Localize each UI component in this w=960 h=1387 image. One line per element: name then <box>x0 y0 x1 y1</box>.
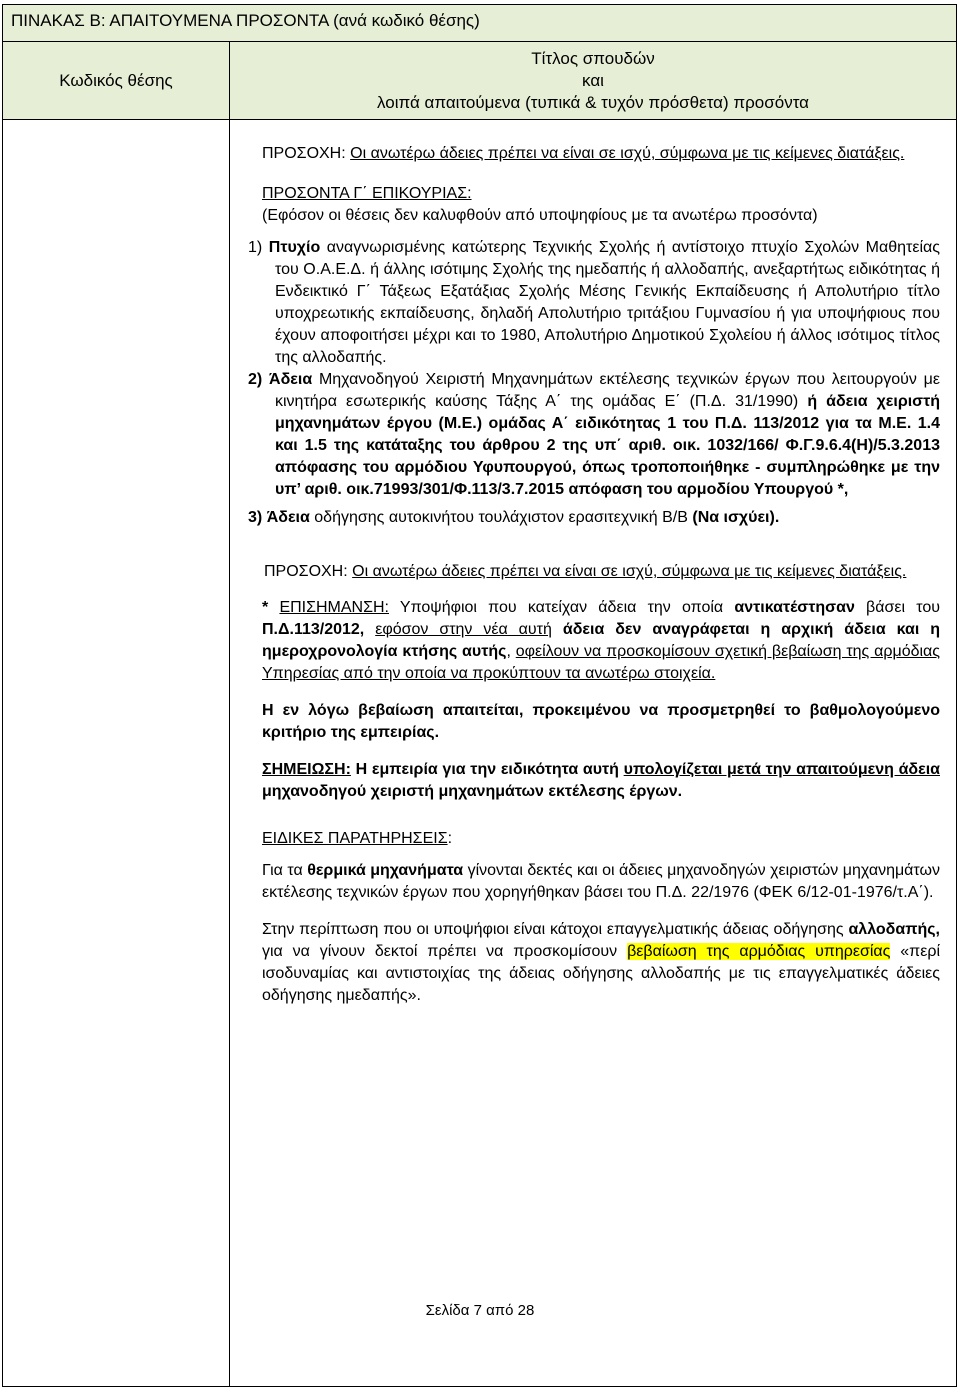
highlighted-text: βεβαίωση της αρμόδιας υπηρεσίας <box>627 943 891 960</box>
special-remark-2: Στην περίπτωση που οι υποψήφιοι είναι κάτοχοι επαγγελματικής άδειας οδήγησης αλλοδαπής, για να γίνουν δεκτοί πρέπει να προσκομίσουν βεβαίωση της αρμόδιας υπηρεσίας «περί ισοδυναμίας και αντιστοιχίας της άδειας οδήγησης αλλοδαπής με τις επαγγελματικές άδειες οδήγησης ημεδαπής». <box>262 921 941 1004</box>
auxiliary-note: (Εφόσον οι θέσεις δεν καλυφθούν από υποψηφίους με τα ανωτέρω προσόντα) <box>262 207 818 224</box>
qualification-list <box>230 237 940 529</box>
requirements-table <box>2 4 957 1387</box>
list-item: 2) Άδεια Μηχανοδηγού Χειριστή Μηχανημάτων εκτέλεσης τεχνικών έργων που λειτουργούν με κινητήρα εσωτερικής καύσης Τάξης Α΄ της ομάδας Ε΄ (Π.Δ. 31/1990) ή άδεια χειριστή μηχανημάτων έργου (Μ.Ε.) ομάδας Α΄ ειδικότητας 1 του Π.Δ. 113/2012 για τα Μ.Ε. 1.4 και 1.5 της κατάταξης του άρθρου 2 της υπ΄ αριθ. οικ. 1032/166/ Φ.Γ.9.6.4(Η)/5.3.2013 απόφασης του αρμόδιου Υφυπουργού, όπως τροποποιήθηκε - συμπληρώθηκε με την υπ’ αριθ. οικ.71993/301/Φ.113/3.7.2015 απόφαση του αρμοδίου Υπουργού *, <box>248 371 941 498</box>
certification-paragraph: Η εν λόγω βεβαίωση απαιτείται, προκειμένου να προσμετρηθεί το βαθμολογούμενο κριτήριο της εμπειρίας. <box>262 702 940 741</box>
qualifications-header: Τίτλος σπουδών και λοιπά απαιτούμενα (τυπικά & τυχόν πρόσθετα) προσόντα <box>230 42 957 120</box>
notice-paragraph: * ΕΠΙΣΗΜΑΝΣΗ: Υποψήφιοι που κατείχαν άδεια την οποία αντικατέστησαν βάσει του Π.Δ.113/2012, εφόσον στην νέα αυτή άδεια δεν αναγράφεται η αρχική άδεια και η ημεροχρονολογία κτήσης αυτής, οφείλουν να προσκομίσουν σχετική βεβαίωση της αρμόδιας Υπηρεσίας από την οποία να προκύπτουν τα ανωτέρω στοιχεία. <box>262 599 941 682</box>
position-code-cell <box>3 120 230 1387</box>
list-item: 3) Άδεια οδήγησης αυτοκινήτου τουλάχιστον ερασιτεχνική Β/Β (Να ισχύει). <box>248 509 780 526</box>
qualifications-cell <box>230 120 957 1387</box>
page-footer: Σελίδα 7 από 28 <box>425 1302 535 1319</box>
remark-paragraph: ΣΗΜΕΙΩΣΗ: Η εμπειρία για την ειδικότητα αυτή υπολογίζεται μετά την απαιτούμενη άδεια μηχανοδηγού χειριστή μηχανημάτων εκτέλεσης έργων. <box>262 761 940 800</box>
special-remark-1: Για τα θερμικά μηχανήματα γίνονται δεκτές και οι άδειες μηχανοδηγών χειριστών μηχανημάτων εκτέλεσης τεχνικών έργων που χορηγήθηκαν βάσει του Π.Δ. 22/1976 (ΦΕΚ 6/12-01-1976/τ.Α΄). <box>262 862 941 901</box>
special-remarks-heading: ΕΙΔΙΚΕΣ ΠΑΡΑΤΗΡΗΣΕΙΣ: <box>262 830 453 847</box>
attention-note: ΠΡΟΣΟΧΗ: Οι ανωτέρω άδειες πρέπει να είναι σε ισχύ, σύμφωνα με τις κείμενες διατάξεις. <box>262 145 905 162</box>
position-code-header: Κωδικός θέσης <box>3 42 230 120</box>
auxiliary-heading: ΠΡΟΣΟΝΤΑ Γ΄ ΕΠΙΚΟΥΡΙΑΣ: <box>262 185 472 202</box>
table-title: ΠΙΝΑΚΑΣ Β: ΑΠΑΙΤΟΥΜΕΝΑ ΠΡΟΣΟΝΤΑ (ανά κωδικό θέσης) <box>3 5 957 42</box>
list-item: 1) Πτυχίο αναγνωρισμένης κατώτερης Τεχνικής Σχολής ή αντίστοιχο πτυχίο Σχολών Μαθητείας του Ο.Α.Ε.Δ. ή άλλης ισότιμης Σχολής της ημεδαπής ή αλλοδαπής, ανεξαρτήτως ειδικότητας ή Ενδεικτικό Γ΄ Τάξεως Εξατάξιας Σχολής Μέσης Γενικής Εκπαίδευσης ή Απολυτήριο τίτλο υποχρεωτικής εκπαίδευσης, δηλαδή Απολυτήριο τριτάξιου Γυμνασίου ή για υποψήφιους που έχουν αποφοιτήσει μέχρι και το 1980, Απολυτήριο Δημοτικού Σχολείου ή άλλος ισότιμος τίτλος της αλλοδαπής. <box>248 239 940 366</box>
attention-note-repeat: ΠΡΟΣΟΧΗ: Οι ανωτέρω άδειες πρέπει να είναι σε ισχύ, σύμφωνα με τις κείμενες διατάξεις. <box>264 563 907 580</box>
